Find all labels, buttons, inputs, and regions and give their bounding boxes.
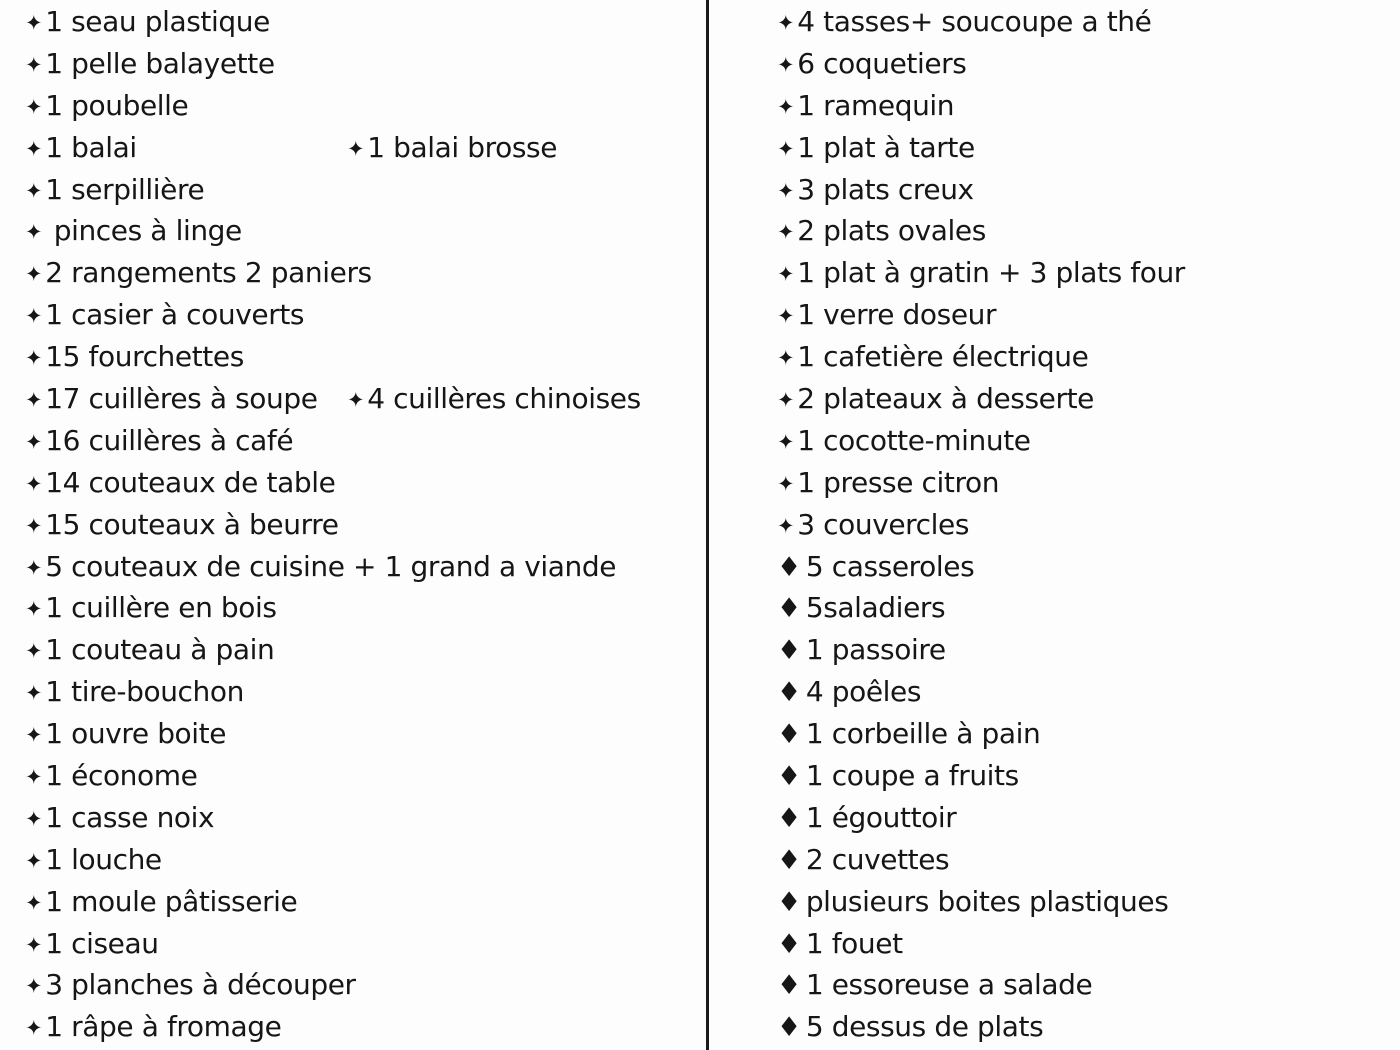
- list-item-entry: [777, 843, 949, 876]
- list-item-entry: [25, 717, 226, 750]
- list-item-entry: [25, 801, 214, 834]
- star-bullet-icon: ✦: [25, 262, 43, 287]
- list-item-entry: [25, 550, 616, 583]
- list-item-entry: [777, 466, 999, 499]
- list-item: [25, 169, 700, 211]
- star-bullet-icon: ✦: [25, 304, 43, 329]
- star-bullet-icon: ✦: [25, 1016, 43, 1041]
- star-bullet-icon: ✦: [25, 136, 43, 161]
- list-item: [777, 1, 1392, 43]
- star-bullet-icon: ✦: [25, 178, 43, 203]
- item-text: 1 râpe à fromage: [45, 1010, 282, 1044]
- item-text: 2 rangements 2 paniers: [45, 256, 372, 290]
- list-item-entry: [777, 508, 969, 541]
- list-item-entry: [25, 927, 159, 960]
- list-item: [777, 294, 1392, 336]
- star-bullet-icon: ✦: [25, 639, 43, 664]
- list-item-entry: [777, 927, 903, 960]
- item-text: 3 couvercles: [797, 507, 970, 541]
- star-bullet-icon: ✦: [347, 136, 365, 161]
- item-text: 1 essoreuse a salade: [805, 968, 1093, 1002]
- list-item: [25, 964, 700, 1006]
- list-item-entry: [25, 298, 304, 331]
- list-item: [25, 294, 700, 336]
- inventory-column-left: [25, 1, 700, 1048]
- star-bullet-icon: ✦: [25, 555, 43, 580]
- item-text: 17 cuillères à soupe: [45, 382, 318, 416]
- item-text: 1 serpillière: [45, 172, 205, 206]
- item-text: 14 couteaux de table: [45, 465, 336, 499]
- list-item-entry: [25, 5, 270, 38]
- list-item-entry: [25, 424, 293, 457]
- item-text: 5 casseroles: [805, 549, 975, 583]
- list-item: [777, 964, 1392, 1006]
- item-text: 1 ramequin: [797, 88, 955, 122]
- list-item-entry: [777, 47, 966, 80]
- item-text: 2 cuvettes: [805, 842, 950, 876]
- list-item-entry: [777, 968, 1092, 1001]
- star-bullet-icon: ✦: [25, 597, 43, 622]
- item-text: 1 poubelle: [45, 88, 189, 122]
- item-text: pinces à linge: [45, 214, 242, 248]
- list-item-entry: [25, 759, 197, 792]
- star-bullet-icon: ✦: [777, 471, 795, 496]
- star-bullet-icon: ✦: [25, 848, 43, 873]
- list-item: [25, 1, 700, 43]
- list-item-entry: [25, 47, 275, 80]
- item-text: 1 balai brosse: [367, 130, 558, 164]
- diamond-bullet-icon: ♦: [777, 928, 801, 960]
- star-bullet-icon: ✦: [25, 765, 43, 790]
- star-bullet-icon: ✦: [25, 932, 43, 957]
- list-item: [777, 755, 1392, 797]
- item-text: 1 cocotte-minute: [797, 423, 1031, 457]
- list-item: [25, 336, 700, 378]
- list-item: [777, 462, 1392, 504]
- list-item: [25, 881, 700, 923]
- list-item-entry: [777, 759, 1019, 792]
- star-bullet-icon: ✦: [777, 429, 795, 454]
- item-text: 1 corbeille à pain: [805, 717, 1041, 751]
- item-text: 6 coquetiers: [797, 46, 967, 80]
- list-item-entry: [25, 508, 339, 541]
- list-item-entry: [25, 1010, 281, 1043]
- item-text: 1 cafetière électrique: [797, 340, 1089, 374]
- star-bullet-icon: ✦: [25, 806, 43, 831]
- star-bullet-icon: ✦: [25, 890, 43, 915]
- list-item-entry: [777, 801, 956, 834]
- list-item-entry: [25, 968, 356, 1001]
- star-bullet-icon: ✦: [777, 136, 795, 161]
- list-item: [777, 546, 1392, 588]
- diamond-bullet-icon: ♦: [777, 761, 801, 793]
- list-item-secondary: [347, 127, 557, 171]
- item-text: plusieurs boites plastiques: [805, 884, 1169, 918]
- item-text: 1 ouvre boite: [45, 717, 227, 751]
- list-item: [777, 378, 1392, 420]
- list-item-entry: [777, 5, 1151, 38]
- list-item: [25, 923, 700, 965]
- column-divider-line: [706, 0, 709, 1050]
- list-item: [777, 127, 1392, 169]
- list-item-entry: [25, 885, 297, 918]
- diamond-bullet-icon: ♦: [777, 635, 801, 667]
- list-item-entry: [25, 256, 372, 289]
- list-item: [25, 629, 700, 671]
- list-item-entry: [777, 131, 975, 164]
- diamond-bullet-icon: ♦: [777, 719, 801, 751]
- item-text: 1 plat à gratin + 3 plats four: [797, 256, 1185, 290]
- list-item-entry: [777, 717, 1040, 750]
- item-text: 4 cuillères chinoises: [367, 382, 641, 416]
- star-bullet-icon: ✦: [25, 94, 43, 119]
- inventory-column-right: [777, 1, 1392, 1048]
- list-item-entry: [777, 550, 974, 583]
- star-bullet-icon: ✦: [777, 262, 795, 287]
- item-text: 16 cuillères à café: [45, 423, 294, 457]
- list-item: [777, 252, 1392, 294]
- list-item: [777, 1006, 1392, 1048]
- list-item-entry: [777, 1010, 1043, 1043]
- list-item-entry: [25, 382, 318, 415]
- diamond-bullet-icon: ♦: [777, 1012, 801, 1044]
- list-item-entry: [25, 173, 204, 206]
- item-text: 1 fouet: [805, 926, 903, 960]
- star-bullet-icon: ✦: [777, 11, 795, 35]
- item-text: 1 casse noix: [45, 800, 215, 834]
- list-item: [25, 504, 700, 546]
- list-item-entry: [777, 382, 1094, 415]
- item-text: 15 couteaux à beurre: [45, 507, 339, 541]
- list-item: [25, 1006, 700, 1048]
- star-bullet-icon: ✦: [777, 220, 795, 245]
- list-item: [25, 85, 700, 127]
- item-text: 15 fourchettes: [45, 340, 244, 374]
- item-text: 1 moule pâtisserie: [45, 884, 298, 918]
- star-bullet-icon: ✦: [777, 346, 795, 371]
- item-text: 1 plat à tarte: [797, 130, 975, 164]
- list-item: [777, 43, 1392, 85]
- list-item-entry: [777, 214, 986, 247]
- list-item: [777, 420, 1392, 462]
- list-item-entry: [25, 131, 137, 164]
- star-bullet-icon: ✦: [777, 178, 795, 203]
- star-bullet-icon: ✦: [25, 11, 43, 35]
- item-text: 2 plats ovales: [797, 214, 986, 248]
- list-item-entry: [777, 424, 1031, 457]
- list-item-entry: [25, 591, 277, 624]
- list-item-entry: [25, 633, 274, 666]
- item-text: 5 couteaux de cuisine + 1 grand a viande: [45, 549, 617, 583]
- star-bullet-icon: ✦: [25, 388, 43, 413]
- star-bullet-icon: ✦: [25, 346, 43, 371]
- list-item-entry: [25, 214, 242, 247]
- list-item: [777, 85, 1392, 127]
- list-item: [25, 378, 700, 420]
- list-item-entry: [25, 843, 162, 876]
- list-item: [777, 713, 1392, 755]
- list-item-entry: [777, 173, 974, 206]
- list-item: [25, 713, 700, 755]
- item-text: 3 plats creux: [797, 172, 974, 206]
- list-item: [25, 546, 700, 588]
- item-text: 1 couteau à pain: [45, 633, 275, 667]
- item-text: 5saladiers: [805, 591, 946, 625]
- list-item-entry: [777, 633, 946, 666]
- list-item: [777, 629, 1392, 671]
- diamond-bullet-icon: ♦: [777, 677, 801, 709]
- list-item: [25, 462, 700, 504]
- item-text: 5 dessus de plats: [805, 1010, 1044, 1044]
- list-item: [777, 587, 1392, 629]
- item-text: 1 pelle balayette: [45, 46, 275, 80]
- star-bullet-icon: ✦: [777, 52, 795, 77]
- list-item-entry: [777, 591, 945, 624]
- list-item: [777, 210, 1392, 252]
- list-item: [25, 671, 700, 713]
- item-text: 2 plateaux à desserte: [797, 382, 1094, 416]
- star-bullet-icon: ✦: [25, 471, 43, 496]
- list-item-secondary: [347, 378, 641, 422]
- star-bullet-icon: ✦: [777, 304, 795, 329]
- item-text: 4 tasses+ soucoupe a thé: [797, 5, 1152, 38]
- list-item: [777, 504, 1392, 546]
- list-item: [25, 797, 700, 839]
- list-item: [777, 797, 1392, 839]
- item-text: 1 coupe a fruits: [805, 759, 1019, 793]
- item-text: 1 économe: [45, 759, 198, 793]
- star-bullet-icon: ✦: [25, 429, 43, 454]
- list-item-entry: [777, 89, 954, 122]
- item-text: 1 cuillère en bois: [45, 591, 277, 625]
- item-text: 1 louche: [45, 842, 162, 876]
- diamond-bullet-icon: ♦: [777, 844, 801, 876]
- list-item-entry: [25, 89, 188, 122]
- item-text: 4 poêles: [805, 675, 922, 709]
- diamond-bullet-icon: ♦: [777, 593, 801, 625]
- item-text: 1 presse citron: [797, 465, 1000, 499]
- star-bullet-icon: ✦: [347, 388, 365, 413]
- list-item: [25, 127, 700, 169]
- list-item-entry: [777, 298, 996, 331]
- list-item: [777, 336, 1392, 378]
- star-bullet-icon: ✦: [777, 513, 795, 538]
- list-item-entry: [777, 340, 1088, 373]
- list-item: [25, 420, 700, 462]
- list-item: [777, 881, 1392, 923]
- list-item: [777, 671, 1392, 713]
- list-item: [25, 252, 700, 294]
- list-item-entry: [777, 256, 1185, 289]
- list-item-entry: [777, 675, 921, 708]
- list-item: [25, 839, 700, 881]
- star-bullet-icon: ✦: [25, 220, 43, 245]
- list-item: [777, 923, 1392, 965]
- star-bullet-icon: ✦: [777, 388, 795, 413]
- list-item-entry: [777, 885, 1168, 918]
- diamond-bullet-icon: ♦: [777, 551, 801, 583]
- item-text: 3 planches à découper: [45, 968, 356, 1002]
- list-item: [25, 755, 700, 797]
- list-item-entry: [25, 466, 335, 499]
- list-item: [777, 839, 1392, 881]
- item-text: 1 verre doseur: [797, 298, 997, 332]
- star-bullet-icon: ✦: [25, 513, 43, 538]
- list-item: [777, 169, 1392, 211]
- list-item: [25, 43, 700, 85]
- item-text: 1 tire-bouchon: [45, 675, 244, 709]
- star-bullet-icon: ✦: [25, 974, 43, 999]
- diamond-bullet-icon: ♦: [777, 886, 801, 918]
- list-item: [25, 210, 700, 252]
- item-text: 1 ciseau: [45, 926, 159, 960]
- list-item: [25, 587, 700, 629]
- star-bullet-icon: ✦: [25, 681, 43, 706]
- item-text: 1 égouttoir: [805, 800, 957, 834]
- star-bullet-icon: ✦: [777, 94, 795, 119]
- star-bullet-icon: ✦: [25, 52, 43, 77]
- diamond-bullet-icon: ♦: [777, 970, 801, 1002]
- item-text: 1 balai: [45, 130, 137, 164]
- list-item-entry: [25, 340, 244, 373]
- diamond-bullet-icon: ♦: [777, 802, 801, 834]
- list-item-entry: [25, 675, 244, 708]
- item-text: 1 passoire: [805, 633, 946, 667]
- item-text: 1 seau plastique: [45, 5, 270, 38]
- item-text: 1 casier à couverts: [45, 298, 305, 332]
- star-bullet-icon: ✦: [25, 723, 43, 748]
